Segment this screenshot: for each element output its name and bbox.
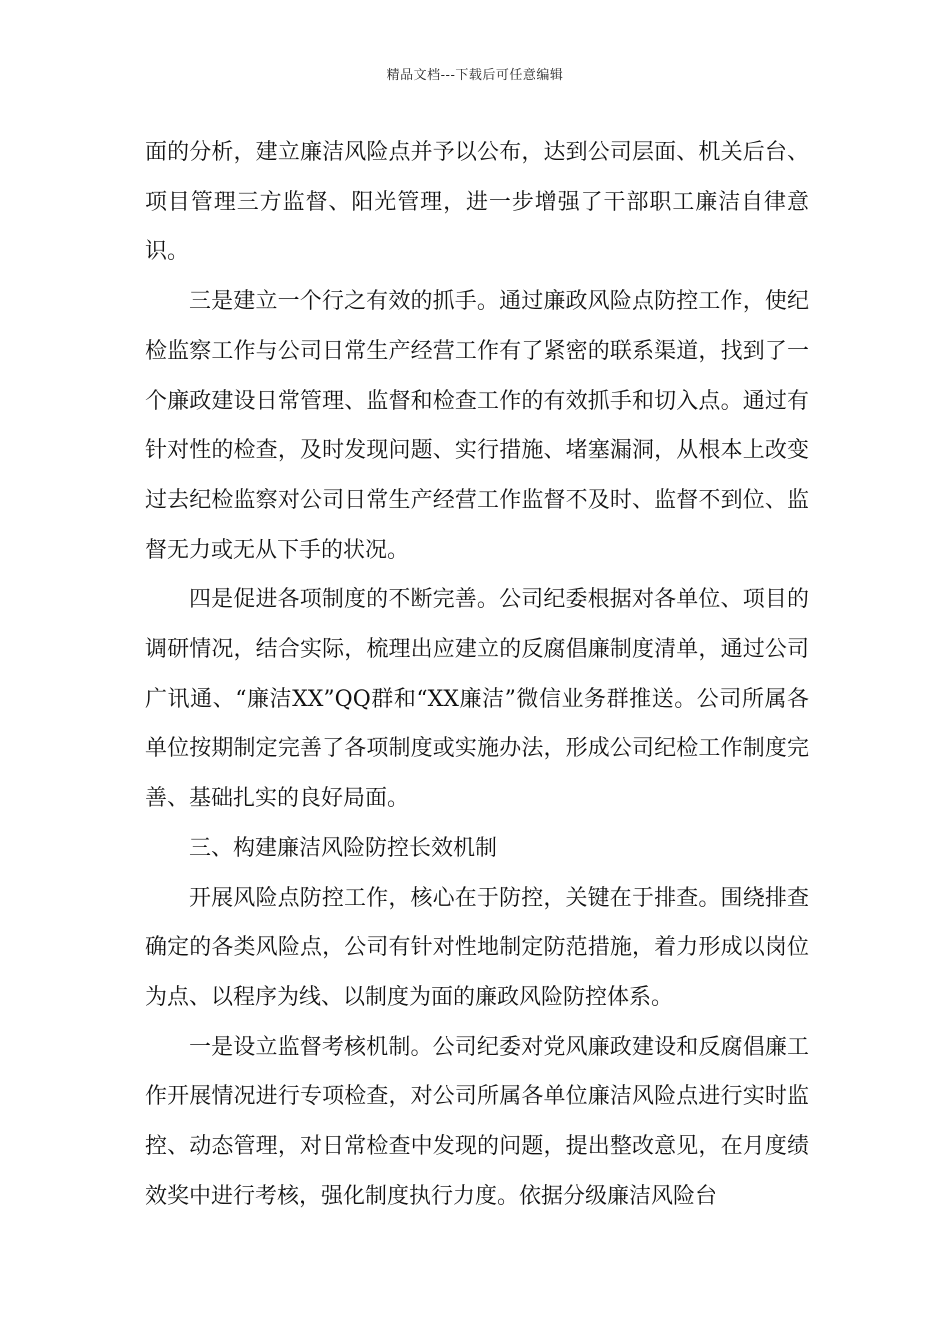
paragraph: 三是建立一个行之有效的抓手。通过廉政风险点防控工作，使纪检监察工作与公司日常生产经营工作有了紧密的联系渠道，找到了一个廉政建设日常管理、监督和检查工作的有效抓手和切入点。通过有针对性的检查，及时发现问题、实行措施、堵塞漏洞，从根本上改变过去纪检监察对公司日常生产经营工作监督不及时、监督不到位、监督无力或无从下手的状况。 (145, 289, 809, 563)
paragraph: 面的分析，建立廉洁风险点并予以公布，达到公司层面、机关后台、项目管理三方监督、阳光管理，进一步增强了干部职工廉洁自律意识。 (145, 140, 809, 265)
paragraph: 四是促进各项制度的不断完善。公司纪委根据对各单位、项目的调研情况，结合实际，梳理出应建立的反腐倡廉制度清单，通过公司广讯通、“廉洁XX”QQ群和“XX廉洁”微信业务群推送。公司所属各单位按期制定完善了各项制度或实施办法，形成公司纪检工作制度完善、基础扎实的良好局面。 (145, 587, 809, 812)
document-body (145, 128, 809, 1221)
paragraph: 一是设立监督考核机制。公司纪委对党风廉政建设和反腐倡廉工作开展情况进行专项检查，对公司所属各单位廉洁风险点进行实时监控、动态管理，对日常检查中发现的问题，提出整改意见，在月度绩效奖中进行考核，强化制度执行力度。依据分级廉洁风险台 (145, 1034, 809, 1209)
paragraph: 开展风险点防控工作，核心在于防控，关键在于排查。围绕排查确定的各类风险点，公司有针对性地制定防范措施，着力形成以岗位为点、以程序为线、以制度为面的廉政风险防控体系。 (145, 885, 809, 1010)
page-header: 精品文档---下载后可任意编辑 (386, 68, 564, 83)
section-heading: 三、构建廉洁风险防控长效机制 (189, 835, 498, 861)
